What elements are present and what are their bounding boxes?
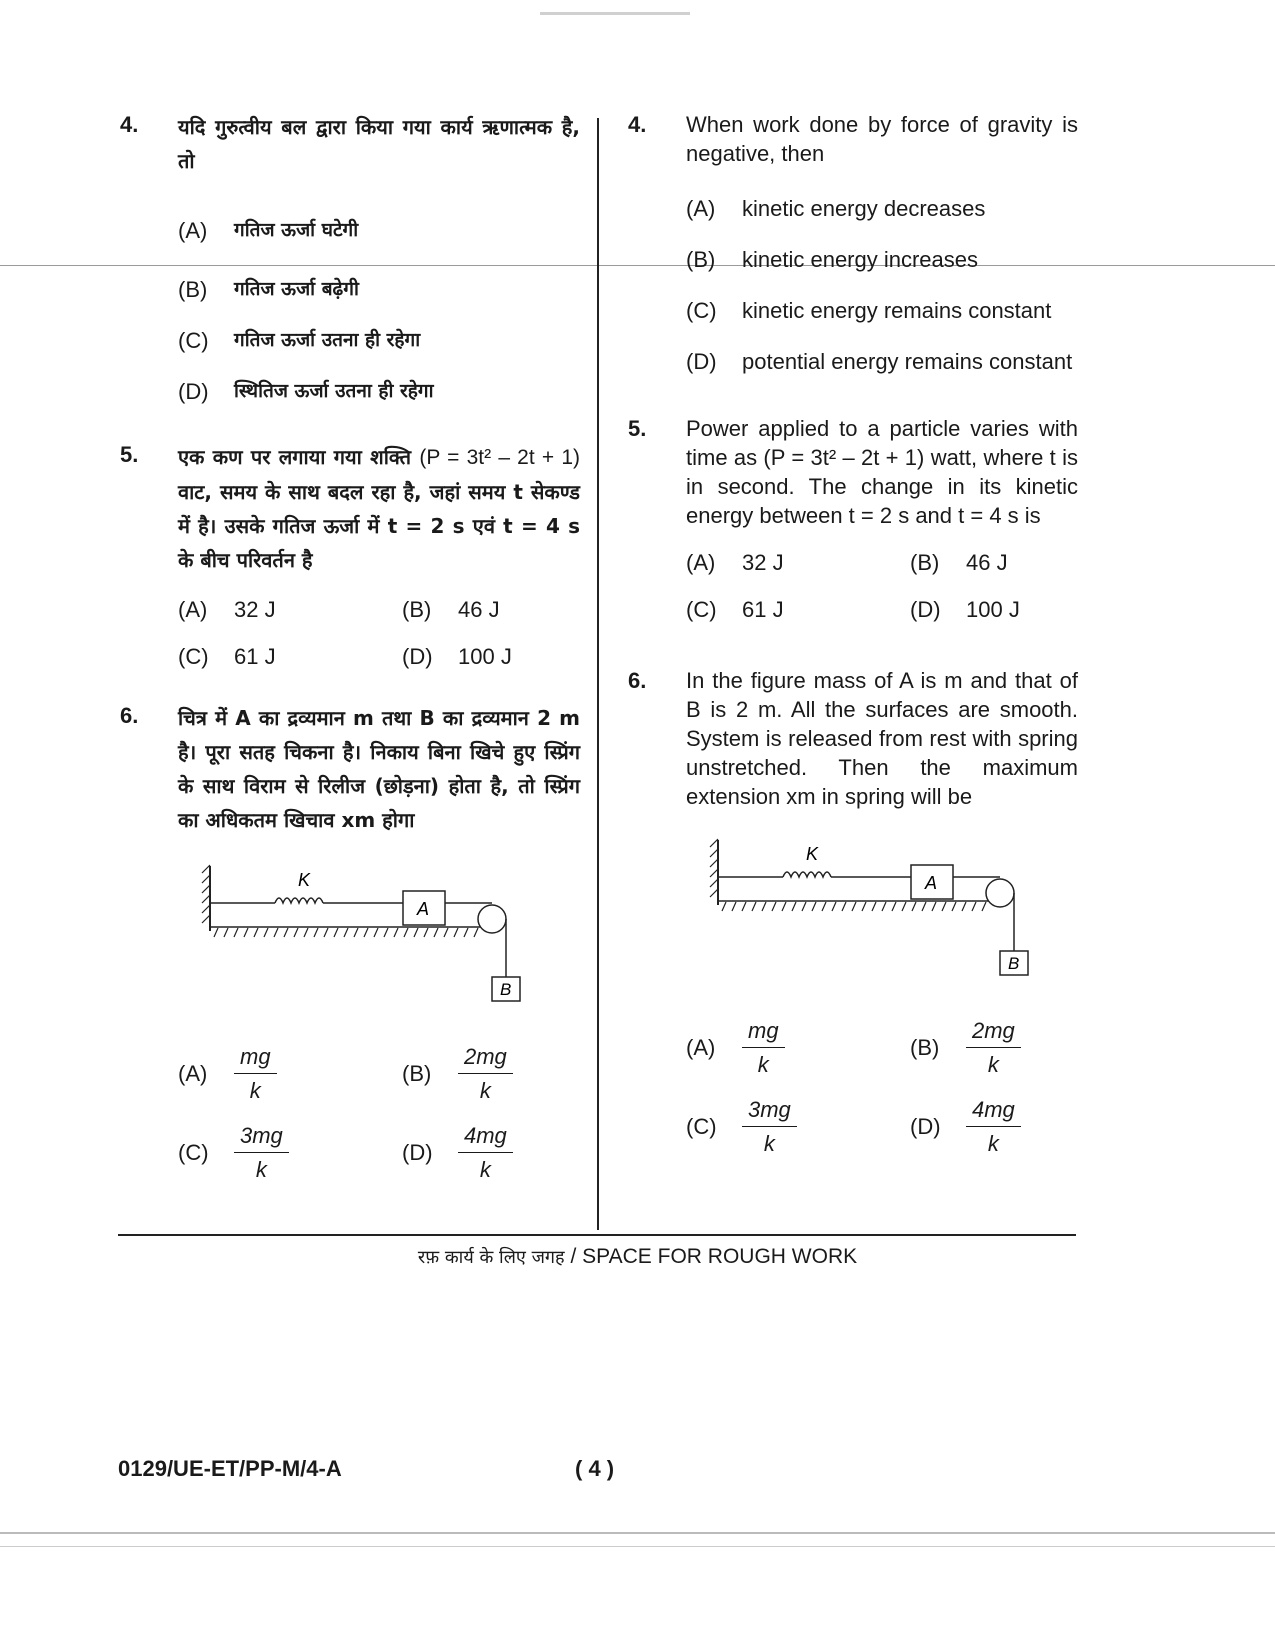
floor-hatch: [912, 902, 916, 911]
english-column: [628, 110, 1078, 1158]
floor-hatch: [414, 928, 418, 937]
option-d: (D) स्थितिज ऊर्जा उतना ही रहेगा: [178, 379, 434, 404]
question-number: 4.: [120, 112, 139, 137]
floor-hatch: [922, 902, 926, 911]
spring-label: K: [298, 870, 311, 890]
floor-hatch: [842, 902, 846, 911]
question-6-english: [628, 666, 1078, 1158]
floor-hatch: [862, 902, 866, 911]
floor-hatch: [234, 928, 238, 937]
power-formula: (P = 3t² – 2t + 1): [419, 446, 580, 469]
options-grid: [178, 595, 580, 671]
floor-hatch: [374, 928, 378, 937]
floor-hatch: [722, 902, 726, 911]
options-grid: [178, 1042, 580, 1184]
floor-hatch: [772, 902, 776, 911]
question-stem: यदि गुरुत्वीय बल द्वारा किया गया कार्य ऋणात्मक है, तो: [178, 115, 580, 173]
floor-hatch: [244, 928, 248, 937]
spring-label: K: [806, 844, 819, 864]
floor-hatch: [474, 928, 478, 937]
floor-hatch: [264, 928, 268, 937]
option-a: (A) kinetic energy decreases: [686, 196, 986, 221]
option-b: (B) 46 J: [910, 550, 1008, 575]
option-b: (B) kinetic energy increases: [686, 247, 979, 272]
block-b-label: B: [1008, 954, 1020, 973]
question-stem: चित्र में A का द्रव्यमान m तथा B का द्रव्यमान 2 m है। पूरा सतह चिकना है। निकाय बिना खिचे हुए स्प्रिंग के साथ विराम से रिलीज (छोड़ना) होता है, तो स्प्रिंग का अधिकतम खिचाव xm होगा: [178, 706, 580, 832]
option-c: (C) 61 J: [686, 597, 784, 622]
floor-hatch: [942, 902, 946, 911]
floor-hatch: [464, 928, 468, 937]
question-6-hindi: [120, 701, 580, 1184]
floor-hatch: [782, 902, 786, 911]
option-a: (A) $\frac{mg}{k}$: [686, 1016, 910, 1079]
question-number: 6.: [120, 703, 139, 728]
spring-pulley-figure: [200, 861, 530, 1011]
floor-hatch: [812, 902, 816, 911]
floor-hatch: [802, 902, 806, 911]
footer-rule: [0, 1532, 1275, 1534]
floor-hatch: [334, 928, 338, 937]
question-stem: When work done by force of gravity is negative, then: [686, 112, 1078, 166]
floor-hatch: [314, 928, 318, 937]
options-grid: [686, 548, 1078, 624]
rough-work-caption: रफ़ कार्य के लिए जगह / SPACE FOR ROUGH WORK: [417, 1245, 858, 1268]
option-d: (D) 100 J: [910, 597, 1020, 622]
pulley: [986, 879, 1014, 907]
floor-hatch: [394, 928, 398, 937]
option-b: (B) $\frac{2mg}{k}$: [402, 1042, 626, 1105]
floor-hatch: [214, 928, 218, 937]
floor-hatch: [742, 902, 746, 911]
floor-hatch: [274, 928, 278, 937]
question-number: 6.: [628, 668, 647, 693]
option-c: (C) 61 J: [178, 644, 276, 669]
option-d: (D) $\frac{4mg}{k}$: [402, 1121, 626, 1184]
floor-hatch: [962, 902, 966, 911]
scan-artifact: [540, 12, 690, 15]
option-c: (C) kinetic energy remains constant: [686, 298, 1052, 323]
block-b-label: B: [500, 980, 512, 999]
question-number: 5.: [628, 416, 647, 441]
floor-hatch: [294, 928, 298, 937]
floor-hatch: [872, 902, 876, 911]
floor-hatch: [354, 928, 358, 937]
floor-hatch: [304, 928, 308, 937]
floor-hatch: [972, 902, 976, 911]
floor-hatch: [424, 928, 428, 937]
question-4-english: [628, 110, 1078, 376]
floor-hatch: [732, 902, 736, 911]
bottom-rule: [118, 1234, 1076, 1236]
option-d: (D) 100 J: [402, 644, 512, 669]
floor-hatch: [752, 902, 756, 911]
floor-hatch: [892, 902, 896, 911]
question-stem: एक कण पर लगाया गया शक्ति (P = 3t² – 2t + 1) वाट, समय के साथ बदल रहा है, जहां समय t सेकण्ड में है। उसके गतिज ऊर्जा में t = 2 s एवं t = 4 s के बीच परिवर्तन है: [178, 445, 580, 572]
option-d: (D) $\frac{4mg}{k}$: [910, 1095, 1134, 1158]
floor-hatch: [344, 928, 348, 937]
footer-rule: [0, 1546, 1275, 1547]
floor-hatch: [952, 902, 956, 911]
floor-hatch: [444, 928, 448, 937]
spring-pulley-figure: [708, 835, 1038, 985]
option-a: (A) 32 J: [686, 550, 784, 575]
question-4-hindi: [120, 110, 580, 406]
option-b: (B) 46 J: [402, 597, 500, 622]
question-stem: In the figure mass of A is m and that of B is 2 m. All the surfaces are smooth. System is released from rest with spring unstretched. Then the maximum extension xm in spring will be: [686, 668, 1078, 809]
page-number: ( 4 ): [575, 1456, 615, 1481]
floor-hatch: [404, 928, 408, 937]
floor-hatch: [254, 928, 258, 937]
floor-hatch: [982, 902, 986, 911]
option-b: (B) $\frac{2mg}{k}$: [910, 1016, 1134, 1079]
question-number: 5.: [120, 442, 139, 467]
option-c: (C) $\frac{3mg}{k}$: [178, 1121, 402, 1184]
block-a-label: A: [925, 873, 938, 893]
floor-hatch: [324, 928, 328, 937]
option-a: (A) गतिज ऊर्जा घटेगी: [178, 218, 359, 243]
floor-hatch: [792, 902, 796, 911]
floor-hatch: [364, 928, 368, 937]
option-d: (D) potential energy remains constant: [686, 349, 1073, 374]
floor-hatch: [284, 928, 288, 937]
floor-hatch: [762, 902, 766, 911]
option-a: (A) $\frac{mg}{k}$: [178, 1042, 402, 1105]
hindi-column: [120, 110, 580, 1184]
floor-hatch: [932, 902, 936, 911]
question-5-hindi: [120, 440, 580, 671]
option-c: (C) $\frac{3mg}{k}$: [686, 1095, 910, 1158]
question-number: 4.: [628, 112, 647, 137]
option-c: (C) गतिज ऊर्जा उतना ही रहेगा: [178, 328, 421, 353]
option-b: (B) गतिज ऊर्जा बढ़ेगी: [178, 277, 359, 302]
block-a-label: A: [417, 899, 430, 919]
floor-hatch: [384, 928, 388, 937]
floor-hatch: [224, 928, 228, 937]
pulley: [478, 905, 506, 933]
options-grid: [686, 1016, 1078, 1158]
paper-code: 0129/UE-ET/PP-M/4-A: [118, 1456, 342, 1481]
option-a: (A) 32 J: [178, 597, 276, 622]
floor-hatch: [822, 902, 826, 911]
floor-hatch: [832, 902, 836, 911]
question-stem: Power applied to a particle varies with time as (P = 3t² – 2t + 1) watt, where t is in second. The change in its kinetic energy between t = 2 s and t = 4 s is: [686, 416, 1078, 528]
floor-hatch: [852, 902, 856, 911]
floor-hatch: [902, 902, 906, 911]
power-formula: (P = 3t² – 2t + 1): [763, 445, 925, 470]
floor-hatch: [454, 928, 458, 937]
floor-hatch: [434, 928, 438, 937]
question-5-english: [628, 414, 1078, 624]
floor-hatch: [882, 902, 886, 911]
